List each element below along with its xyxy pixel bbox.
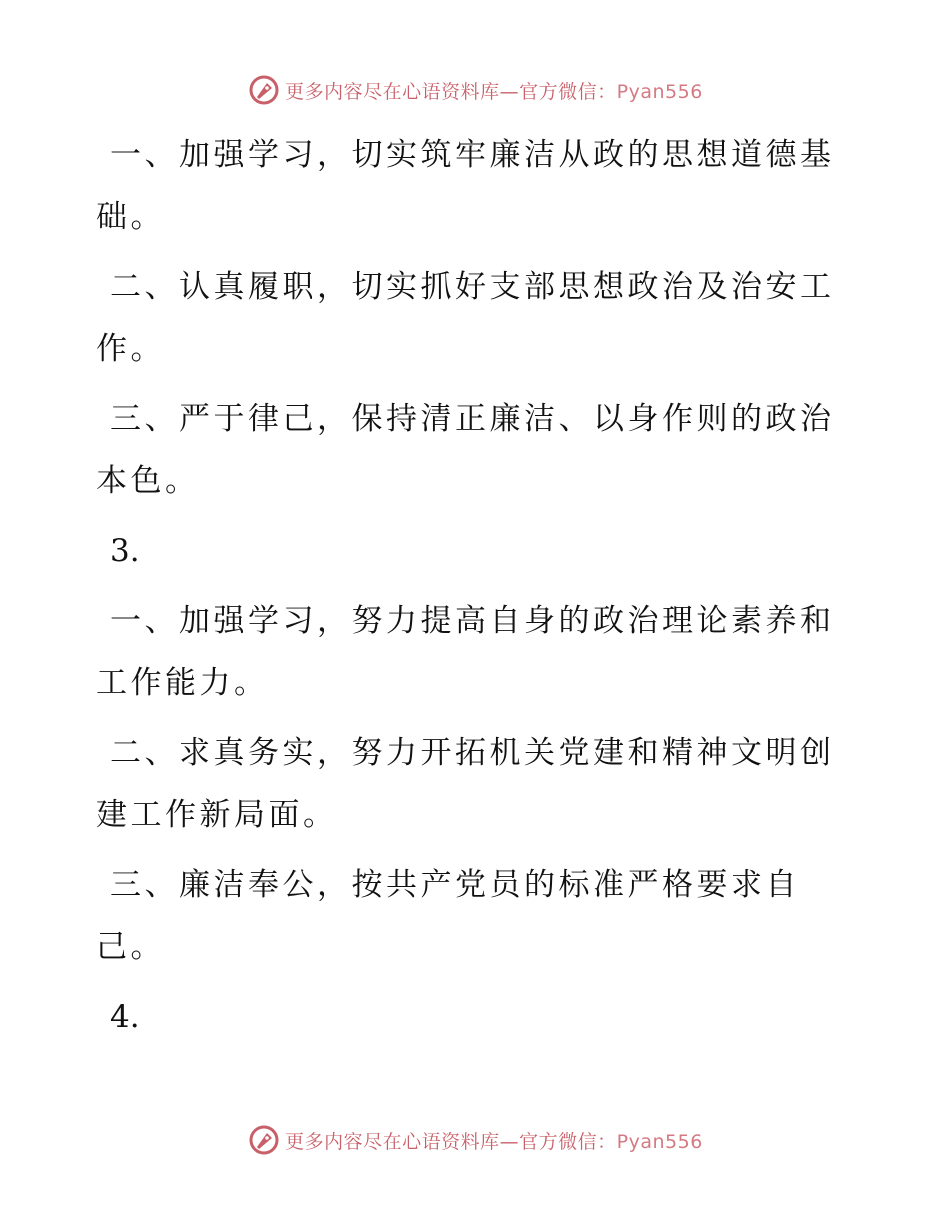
footer-wechat-handle: Pyan556 [616, 1130, 703, 1153]
header-watermark [0, 70, 950, 110]
header-watermark-text: 更多内容尽在心语资料库—官方微信：Pyan556 [285, 80, 703, 103]
paragraph: 二、求真务实，努力开拓机关党建和精神文明创建工作新局面。 [96, 735, 835, 833]
paragraph: 二、认真履职，切实抓好支部思想政治及治安工作。 [96, 269, 835, 367]
section-number: 3. [110, 533, 140, 569]
pen-nib-logo-icon [247, 73, 281, 107]
paragraph: 三、严于律己，保持清正廉洁、以身作则的政治本色。 [96, 401, 835, 499]
header-wechat-handle: Pyan556 [616, 80, 703, 103]
document-body [96, 124, 836, 1056]
footer-watermark [0, 1120, 950, 1160]
section-number: 4. [110, 999, 140, 1035]
paragraph: 一、加强学习，努力提高自身的政治理论素养和工作能力。 [96, 603, 835, 701]
pen-nib-logo-icon [247, 1123, 281, 1157]
paragraph: 一、加强学习，切实筑牢廉洁从政的思想道德基础。 [96, 137, 835, 235]
footer-watermark-text: 更多内容尽在心语资料库—官方微信：Pyan556 [285, 1130, 703, 1153]
paragraph: 三、廉洁奉公，按共产党员的标准严格要求自己。 [96, 867, 800, 965]
